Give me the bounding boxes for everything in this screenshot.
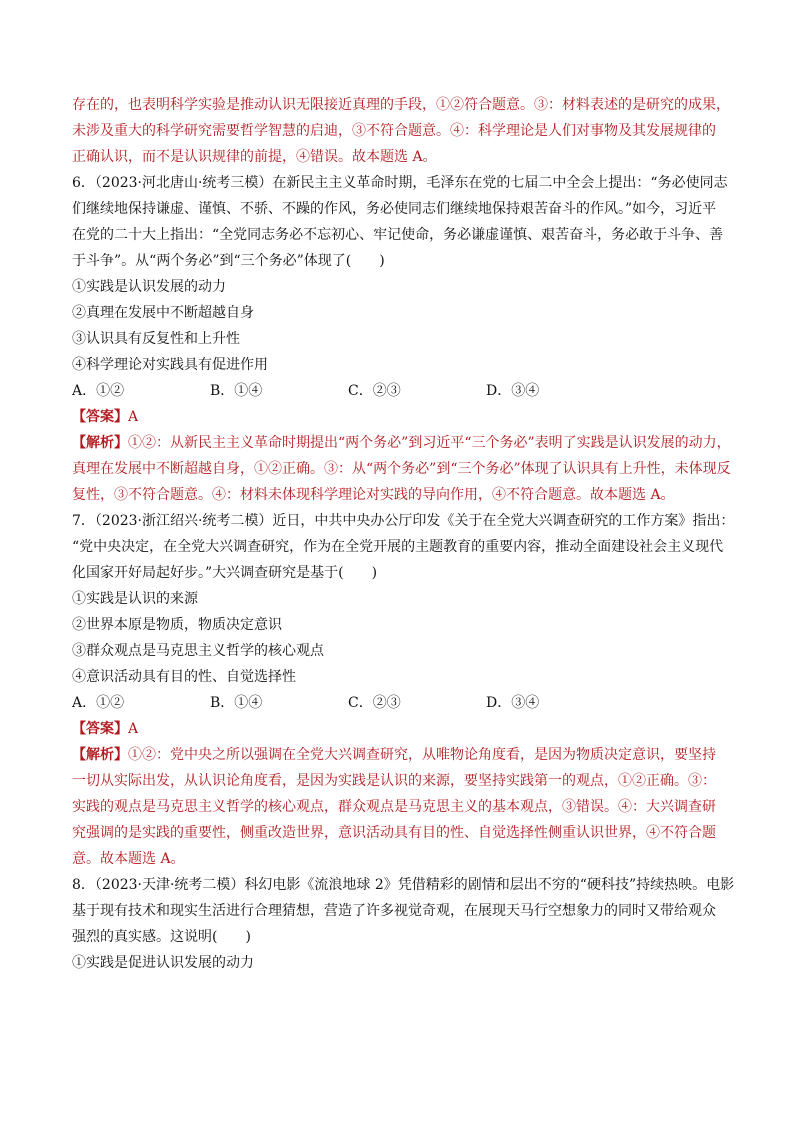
- question-stem-line: 基于现有技术和现实生活进行合理猜想，营造了许多视觉奇观，在展现天马行空想象力的同时又带给观众: [72, 903, 716, 919]
- statement-item: ②世界本原是物质，物质决定意识: [72, 617, 282, 633]
- analysis-line: 意。故本题选 A。: [72, 851, 185, 867]
- answer-line: [72, 716, 732, 742]
- option-a: A．①②: [72, 695, 125, 711]
- options-row: [72, 690, 732, 716]
- options-row: [72, 378, 732, 404]
- question-stem-line: 8．（2023·天津·统考二模）科幻电影《流浪地球 2》凭借精彩的剧情和层出不穷的“硬科技”持续热映。电影: [72, 877, 735, 893]
- answer-label: 【答案】: [72, 409, 128, 425]
- analysis-line: 复性，③不符合题意。④：材料未体现科学理论对实践的导向作用，④不符合题意。故本题选 A。: [72, 487, 675, 503]
- analysis-line: 实践的观点是马克思主义哲学的核心观点，群众观点是马克思主义的基本观点，③错误。④：大兴调查研: [72, 799, 716, 815]
- explanation-line: 未涉及重大的科学研究需要哲学智慧的启迪，③不符合题意。④：科学理论是人们对事物及其发展规律的: [72, 123, 716, 139]
- question-stem-line: 7．（2023·浙江绍兴·统考二模）近日，中共中央办公厅印发《关于在全党大兴调查研究的工作方案》指出：: [72, 513, 735, 529]
- analysis-line: [72, 742, 732, 768]
- question-6: [72, 170, 732, 508]
- question-stem-line: “党中央决定，在全党大兴调查研究，作为在全党开展的主题教育的重要内容，推动全面建设社会主义现代: [72, 539, 724, 555]
- question-8: [72, 872, 735, 976]
- question-stem-line: 6．（2023·河北唐山·统考三模）在新民主主义革命时期，毛泽东在党的七届二中全会上提出：“务必使同志: [72, 175, 728, 191]
- question-stem-line: 强烈的真实感。这说明( ): [72, 929, 251, 945]
- analysis-label: 【解析】: [72, 747, 128, 763]
- statement-item: ③群众观点是马克思主义哲学的核心观点: [72, 643, 324, 659]
- statement-item: ④意识活动具有目的性、自觉选择性: [72, 669, 296, 685]
- statement-item: ②真理在发展中不断超越自身: [72, 305, 254, 321]
- prev-explanation: [72, 92, 732, 170]
- option-a: A．①②: [72, 383, 125, 399]
- analysis-line: [72, 430, 732, 456]
- option-c: C．②③: [348, 695, 401, 711]
- question-stem-line: 于斗争”。从“两个务必”到“三个务必”体现了( ): [72, 253, 385, 269]
- analysis-line: 真理在发展中不断超越自身，①②正确。③：从“两个务必”到“三个务必”体现了认识具有上升性，未体现反: [72, 461, 731, 477]
- option-b: B．①④: [210, 695, 263, 711]
- explanation-line: 存在的，也表明科学实验是推动认识无限接近真理的手段，①②符合题意。③：材料表述的是研究的成果，: [72, 97, 730, 113]
- statement-item: ④科学理论对实践具有促进作用: [72, 357, 268, 373]
- analysis-text: ①②：党中央之所以强调在全党大兴调查研究，从唯物论角度看，是因为物质决定意识，要坚持: [128, 747, 716, 763]
- option-b: B．①④: [210, 383, 263, 399]
- statement-item: ①实践是认识发展的动力: [72, 279, 226, 295]
- question-stem-line: 化国家开好局起好步。”大兴调查研究是基于( ): [72, 565, 378, 581]
- question-7: [72, 508, 735, 872]
- statement-item: ①实践是认识的来源: [72, 591, 198, 607]
- option-d: D．③④: [486, 695, 540, 711]
- question-stem-line: 在党的二十大上指出：“全党同志务必不忘初心、牢记使命，务必谦虚谨慎、艰苦奋斗，务必敢于斗争、善: [72, 227, 724, 243]
- analysis-label: 【解析】: [72, 435, 128, 451]
- analysis-line: 一切从实际出发，从认识论角度看，是因为实践是认识的来源，要坚持实践第一的观点，①②正确。③：: [72, 773, 716, 789]
- statement-item: ①实践是促进认识发展的动力: [72, 955, 254, 971]
- question-stem-line: 们继续地保持谦虚、谨慎、不骄、不躁的作风，务必使同志们继续地保持艰苦奋斗的作风。”如今，习近平: [72, 201, 717, 217]
- option-d: D．③④: [486, 383, 540, 399]
- explanation-line: 正确认识，而不是认识规律的前提，④错误。故本题选 A。: [72, 149, 437, 165]
- answer-line: [72, 404, 732, 430]
- analysis-text: ①②：从新民主主义革命时期提出“两个务必”到习近平“三个务必”表明了实践是认识发展的动力，: [128, 435, 731, 451]
- option-c: C．②③: [348, 383, 401, 399]
- statement-item: ③认识具有反复性和上升性: [72, 331, 240, 347]
- document-page: [72, 92, 735, 976]
- analysis-line: 究强调的是实践的重要性，侧重改造世界，意识活动具有目的性、自觉选择性侧重认识世界，④不符合题: [72, 825, 716, 841]
- answer-value: A: [128, 409, 139, 425]
- answer-label: 【答案】: [72, 721, 128, 737]
- answer-value: A: [128, 721, 139, 737]
